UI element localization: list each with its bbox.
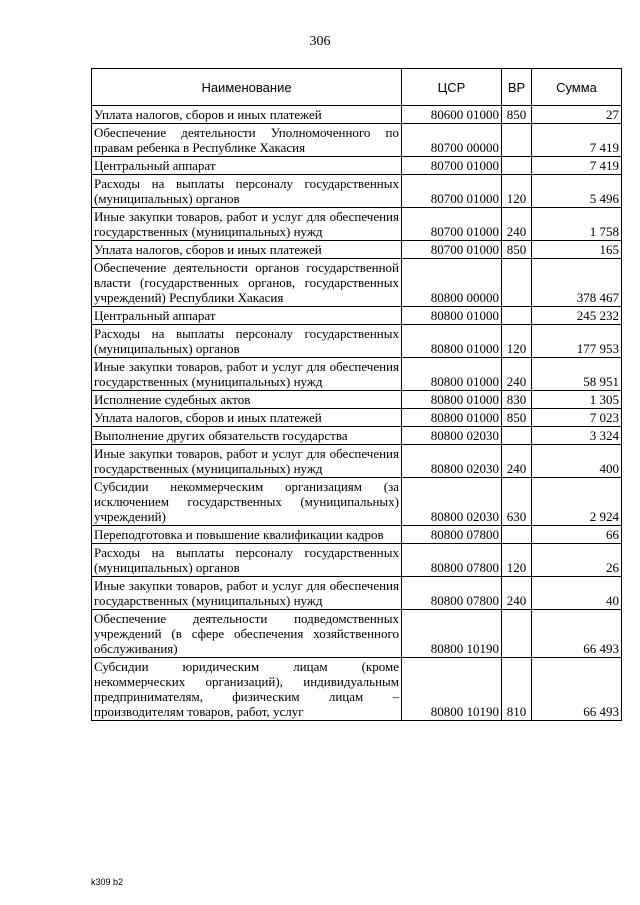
table-row (92, 391, 622, 409)
row-sum: 40 (532, 577, 622, 610)
row-name: Субсидии юридическим лицам (кроме некоммерческих организаций), индивидуальным предпринимателям, физическим лицам – производителям товаров, работ, услуг (92, 658, 402, 721)
table-row (92, 409, 622, 427)
row-name: Субсидии некоммерческим организациям (за исключением государственных (муниципальных) учреждений) (92, 478, 402, 526)
row-vr: 120 (502, 175, 532, 208)
row-csr: 80800 02030 (402, 478, 502, 526)
row-csr: 80800 01000 (402, 325, 502, 358)
row-sum: 400 (532, 445, 622, 478)
table-row (92, 478, 622, 526)
row-name: Иные закупки товаров, работ и услуг для обеспечения государственных (муниципальных) нужд (92, 358, 402, 391)
header-sum: Сумма (532, 69, 622, 106)
row-sum: 66 493 (532, 658, 622, 721)
row-sum: 1 305 (532, 391, 622, 409)
row-vr: 120 (502, 325, 532, 358)
table-row (92, 124, 622, 157)
row-vr: 850 (502, 106, 532, 124)
row-vr (502, 307, 532, 325)
table-body (92, 106, 622, 721)
row-sum: 66 (532, 526, 622, 544)
table-row (92, 241, 622, 259)
row-name: Иные закупки товаров, работ и услуг для обеспечения государственных (муниципальных) нужд (92, 445, 402, 478)
table-row (92, 325, 622, 358)
row-name: Расходы на выплаты персоналу государственных (муниципальных) органов (92, 544, 402, 577)
row-vr: 240 (502, 358, 532, 391)
row-name: Уплата налогов, сборов и иных платежей (92, 409, 402, 427)
row-name: Выполнение других обязательств государства (92, 427, 402, 445)
row-csr: 80800 01000 (402, 358, 502, 391)
row-vr: 630 (502, 478, 532, 526)
row-name: Исполнение судебных актов (92, 391, 402, 409)
row-vr: 850 (502, 241, 532, 259)
row-csr: 80800 01000 (402, 391, 502, 409)
row-vr (502, 157, 532, 175)
row-csr: 80700 01000 (402, 208, 502, 241)
table-row (92, 259, 622, 307)
row-vr (502, 259, 532, 307)
row-sum: 27 (532, 106, 622, 124)
row-csr: 80700 01000 (402, 241, 502, 259)
table-row (92, 157, 622, 175)
row-name: Обеспечение деятельности Уполномоченного по правам ребенка в Республике Хакасия (92, 124, 402, 157)
header-name: Наименование (92, 69, 402, 106)
row-sum: 3 324 (532, 427, 622, 445)
row-sum: 7 419 (532, 157, 622, 175)
row-sum: 58 951 (532, 358, 622, 391)
row-vr: 850 (502, 409, 532, 427)
row-csr: 80800 10190 (402, 610, 502, 658)
row-name: Расходы на выплаты персоналу государственных (муниципальных) органов (92, 325, 402, 358)
table-row (92, 106, 622, 124)
row-name: Центральный аппарат (92, 307, 402, 325)
table-row (92, 577, 622, 610)
row-vr: 240 (502, 208, 532, 241)
row-csr: 80600 01000 (402, 106, 502, 124)
table-row (92, 307, 622, 325)
row-name: Центральный аппарат (92, 157, 402, 175)
row-sum: 26 (532, 544, 622, 577)
row-csr: 80700 01000 (402, 175, 502, 208)
row-name: Уплата налогов, сборов и иных платежей (92, 241, 402, 259)
row-sum: 5 496 (532, 175, 622, 208)
table-row (92, 610, 622, 658)
row-csr: 80700 00000 (402, 124, 502, 157)
row-name: Иные закупки товаров, работ и услуг для обеспечения государственных (муниципальных) нужд (92, 577, 402, 610)
row-sum: 7 419 (532, 124, 622, 157)
row-sum: 165 (532, 241, 622, 259)
row-sum: 7 023 (532, 409, 622, 427)
row-sum: 66 493 (532, 610, 622, 658)
table-header-row (92, 69, 622, 106)
row-csr: 80800 02030 (402, 445, 502, 478)
table-row (92, 427, 622, 445)
row-sum: 2 924 (532, 478, 622, 526)
row-vr: 830 (502, 391, 532, 409)
row-vr (502, 526, 532, 544)
table-row (92, 544, 622, 577)
row-vr (502, 610, 532, 658)
row-csr: 80800 00000 (402, 259, 502, 307)
row-csr: 80800 10190 (402, 658, 502, 721)
row-name: Переподготовка и повышение квалификации кадров (92, 526, 402, 544)
row-sum: 378 467 (532, 259, 622, 307)
budget-table (91, 68, 622, 721)
table-row (92, 526, 622, 544)
row-csr: 80800 07800 (402, 577, 502, 610)
row-csr: 80800 02030 (402, 427, 502, 445)
header-csr: ЦСР (402, 69, 502, 106)
row-name: Обеспечение деятельности подведомственных учреждений (в сфере обеспечения хозяйственного обслуживания) (92, 610, 402, 658)
footer-code: k309 b2 (91, 877, 124, 887)
row-vr: 810 (502, 658, 532, 721)
row-csr: 80800 01000 (402, 307, 502, 325)
row-csr: 80700 01000 (402, 157, 502, 175)
row-name: Уплата налогов, сборов и иных платежей (92, 106, 402, 124)
row-name: Иные закупки товаров, работ и услуг для обеспечения государственных (муниципальных) нужд (92, 208, 402, 241)
row-name: Обеспечение деятельности органов государственной власти (государственных органов, государственных учреждений) Республики Хакасия (92, 259, 402, 307)
row-name: Расходы на выплаты персоналу государственных (муниципальных) органов (92, 175, 402, 208)
row-sum: 177 953 (532, 325, 622, 358)
table-row (92, 445, 622, 478)
row-vr: 240 (502, 445, 532, 478)
row-sum: 245 232 (532, 307, 622, 325)
row-vr: 240 (502, 577, 532, 610)
table-row (92, 658, 622, 721)
row-sum: 1 758 (532, 208, 622, 241)
header-vr: ВР (502, 69, 532, 106)
row-vr (502, 124, 532, 157)
row-csr: 80800 01000 (402, 409, 502, 427)
table-row (92, 175, 622, 208)
row-csr: 80800 07800 (402, 544, 502, 577)
row-csr: 80800 07800 (402, 526, 502, 544)
row-vr: 120 (502, 544, 532, 577)
table-row (92, 358, 622, 391)
row-vr (502, 427, 532, 445)
table-row (92, 208, 622, 241)
page-number: 306 (309, 34, 331, 49)
